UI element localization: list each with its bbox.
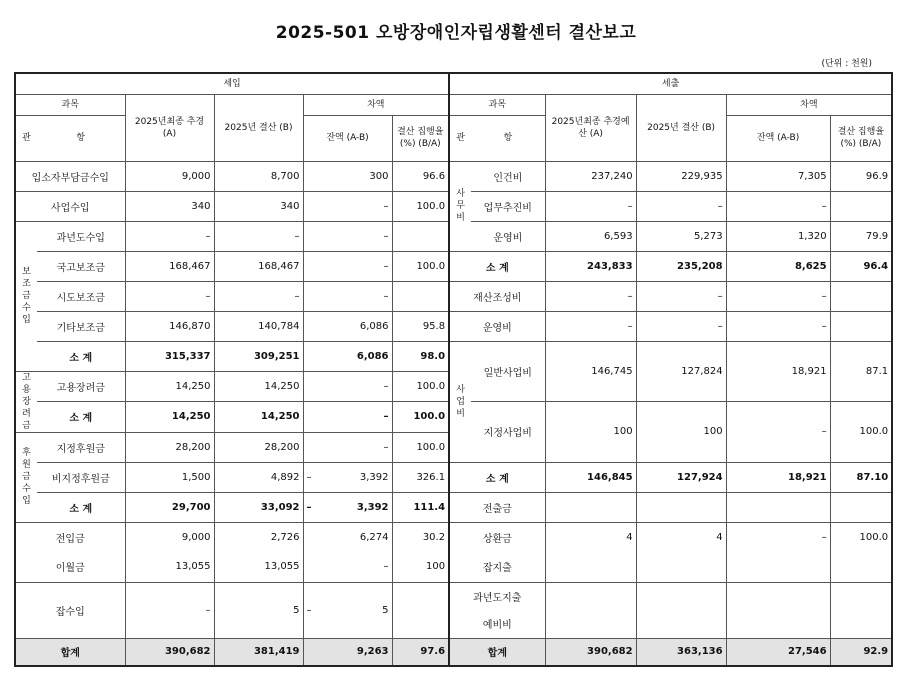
income-row-a: –	[125, 582, 214, 638]
expense-row-name: 운영비	[449, 311, 545, 341]
expense-row-name: 운영비	[471, 221, 545, 251]
income-row-a: 14,250	[125, 401, 214, 432]
income-row-a: 28,200	[125, 432, 214, 462]
expense-subtotal-label: 소 계	[449, 251, 545, 281]
income-row-b: –	[214, 281, 303, 311]
expense-row-name: 지정사업비	[471, 401, 545, 462]
income-row-b: 4,892	[214, 462, 303, 492]
income-row-diff: –	[303, 432, 392, 462]
income-row-diff: –	[303, 552, 392, 582]
income-total-rate: 97.6	[392, 638, 449, 666]
income-row-a: –	[125, 281, 214, 311]
expense-row-diff	[726, 492, 830, 522]
expense-row-b: 100	[636, 401, 726, 462]
settlement-table	[14, 72, 893, 667]
diff-value: 5	[382, 604, 389, 616]
expense-row-a	[545, 492, 636, 522]
income-row-name: 이월금	[15, 552, 125, 582]
expense-row-name: 일반사업비	[471, 341, 545, 401]
income-row-diff: –	[303, 191, 392, 221]
expense-row-a: 6,593	[545, 221, 636, 251]
income-row-diff: –	[303, 281, 392, 311]
expense-row-a: 237,240	[545, 161, 636, 191]
income-row-rate: 100.0	[392, 432, 449, 462]
income-row-name: 전입금	[15, 522, 125, 552]
expense-row-b	[636, 610, 726, 638]
income-row-diff: –	[303, 221, 392, 251]
income-row-rate: 100	[392, 552, 449, 582]
income-diff-header: 차액	[303, 94, 449, 115]
expense-row-diff	[726, 552, 830, 582]
expense-row-diff	[726, 582, 830, 610]
report-title: 2025-501 오방장애인자립생활센터 결산보고	[275, 23, 637, 43]
income-row-b: 2,726	[214, 522, 303, 552]
income-subject-header: 과목	[15, 94, 125, 115]
income-row-diff: –	[303, 371, 392, 401]
income-row-diff	[303, 582, 392, 638]
expense-total-b: 363,136	[636, 638, 726, 666]
saeop-group-label: 사 업 비	[449, 341, 471, 462]
expense-diff-amt-header: 잔액 (A-B)	[726, 115, 830, 161]
income-gwan-header: 관	[15, 115, 37, 161]
expense-row-rate	[830, 492, 892, 522]
expense-row-a: 146,845	[545, 462, 636, 492]
expense-row-b	[636, 552, 726, 582]
income-total-diff: 9,263	[303, 638, 392, 666]
income-row-b: 33,092	[214, 492, 303, 522]
income-row-rate: 100.0	[392, 191, 449, 221]
income-row-rate: 30.2	[392, 522, 449, 552]
expense-row-name: 예비비	[449, 610, 545, 638]
negative-sign: –	[306, 471, 312, 483]
expense-row-a	[545, 552, 636, 582]
income-row-rate	[392, 281, 449, 311]
expense-row-b: 4	[636, 522, 726, 552]
negative-sign: –	[306, 501, 312, 513]
income-row-rate: 100.0	[392, 401, 449, 432]
income-row-diff: 6,274	[303, 522, 392, 552]
income-row-diff: 6,086	[303, 341, 392, 371]
expense-row-b: 5,273	[636, 221, 726, 251]
expense-row-a	[545, 610, 636, 638]
income-row-name: 과년도수입	[37, 221, 125, 251]
income-row-diff	[303, 462, 392, 492]
income-row-b: 14,250	[214, 401, 303, 432]
expense-total-rate: 92.9	[830, 638, 892, 666]
expense-row-diff: –	[726, 401, 830, 462]
income-row-name: 지정후원금	[37, 432, 125, 462]
income-row-diff: 300	[303, 161, 392, 191]
income-row-diff: –	[303, 401, 392, 432]
income-row-a: 146,870	[125, 311, 214, 341]
expense-row-rate: 100.0	[830, 522, 892, 552]
income-row-a: 9,000	[125, 161, 214, 191]
income-row-diff	[303, 492, 392, 522]
expense-row-rate: 87.10	[830, 462, 892, 492]
income-total-b: 381,419	[214, 638, 303, 666]
income-row-a: 14,250	[125, 371, 214, 401]
income-diff-amt-header: 잔액 (A-B)	[303, 115, 392, 161]
expense-row-rate	[830, 552, 892, 582]
expense-row-name: 잡지출	[449, 552, 545, 582]
income-row-rate: 100.0	[392, 371, 449, 401]
boj-group-label: 보 조 금 수 입	[15, 221, 37, 371]
expense-header: 세출	[449, 73, 892, 94]
income-row-b: 340	[214, 191, 303, 221]
expense-row-rate	[830, 281, 892, 311]
income-row-rate	[392, 221, 449, 251]
expense-hang-header: 항	[471, 115, 545, 161]
expense-row-a: –	[545, 311, 636, 341]
income-row-b: 140,784	[214, 311, 303, 341]
expense-row-diff: 18,921	[726, 462, 830, 492]
income-subtotal-label: 소 계	[37, 401, 125, 432]
expense-row-rate: 79.9	[830, 221, 892, 251]
expense-row-rate	[830, 582, 892, 610]
income-row-rate: 100.0	[392, 251, 449, 281]
income-row-name: 비지정후원금	[37, 462, 125, 492]
expense-row-rate	[830, 311, 892, 341]
expense-row-a: 146,745	[545, 341, 636, 401]
income-rate-header: 결산 집행율(%) (B/A)	[392, 115, 449, 161]
expense-row-rate: 96.9	[830, 161, 892, 191]
expense-row-a: 4	[545, 522, 636, 552]
expense-row-rate: 87.1	[830, 341, 892, 401]
income-row-name: 국고보조금	[37, 251, 125, 281]
income-subtotal-label: 소 계	[37, 492, 125, 522]
unit-label: (단위 : 천원)	[821, 59, 872, 69]
income-row-rate	[392, 582, 449, 638]
expense-row-diff	[726, 610, 830, 638]
expense-row-b: 229,935	[636, 161, 726, 191]
income-col-b-header: 2025년 결산 (B)	[214, 94, 303, 161]
expense-row-b: –	[636, 311, 726, 341]
expense-row-diff: –	[726, 191, 830, 221]
income-row-a: 29,700	[125, 492, 214, 522]
huwon-group-label: 후 원 금 수 입	[15, 432, 37, 522]
income-subtotal-label: 소 계	[37, 341, 125, 371]
expense-row-diff: 8,625	[726, 251, 830, 281]
income-row-rate: 96.6	[392, 161, 449, 191]
expense-col-a-header: 2025년최종 추경예산 (A)	[545, 94, 636, 161]
income-row-rate: 95.8	[392, 311, 449, 341]
income-row-b: 5	[214, 582, 303, 638]
expense-row-diff: –	[726, 522, 830, 552]
expense-total-label: 합계	[449, 638, 545, 666]
diff-value: 3,392	[356, 501, 389, 513]
income-row-b: 168,467	[214, 251, 303, 281]
expense-col-b-header: 2025년 결산 (B)	[636, 94, 726, 161]
expense-row-b: 127,924	[636, 462, 726, 492]
goyong-group-label: 고용 장려 금	[15, 371, 37, 432]
expense-row-b: 235,208	[636, 251, 726, 281]
expense-row-diff: 1,320	[726, 221, 830, 251]
expense-row-name: 상환금	[449, 522, 545, 552]
expense-row-rate	[830, 610, 892, 638]
income-header: 세입	[15, 73, 449, 94]
income-row-b: 13,055	[214, 552, 303, 582]
income-row-name: 사업수입	[15, 191, 125, 221]
expense-row-a: 100	[545, 401, 636, 462]
expense-row-name: 업무추진비	[471, 191, 545, 221]
expense-subject-header: 과목	[449, 94, 545, 115]
expense-total-a: 390,682	[545, 638, 636, 666]
expense-row-name: 재산조성비	[449, 281, 545, 311]
negative-sign: –	[306, 604, 312, 616]
income-row-name: 시도보조금	[37, 281, 125, 311]
income-total-label: 합계	[15, 638, 125, 666]
income-row-rate: 326.1	[392, 462, 449, 492]
income-row-b: 309,251	[214, 341, 303, 371]
expense-row-diff: –	[726, 311, 830, 341]
income-row-name: 고용장려금	[37, 371, 125, 401]
income-row-b: 28,200	[214, 432, 303, 462]
income-row-rate: 98.0	[392, 341, 449, 371]
expense-row-name: 인건비	[471, 161, 545, 191]
expense-row-a	[545, 582, 636, 610]
expense-rate-header: 결산 집행율(%) (B/A)	[830, 115, 892, 161]
expense-row-a: –	[545, 281, 636, 311]
income-row-a: 13,055	[125, 552, 214, 582]
expense-row-diff: 7,305	[726, 161, 830, 191]
income-col-a-header: 2025년최종 추경(A)	[125, 94, 214, 161]
income-row-b: 14,250	[214, 371, 303, 401]
diff-value: 3,392	[359, 471, 389, 483]
income-row-b: –	[214, 221, 303, 251]
samu-group-label: 사 무 비	[449, 161, 471, 251]
income-row-a: 168,467	[125, 251, 214, 281]
expense-row-diff: –	[726, 281, 830, 311]
expense-row-rate: 100.0	[830, 401, 892, 462]
expense-gwan-header: 관	[449, 115, 471, 161]
income-row-a: 315,337	[125, 341, 214, 371]
income-total-a: 390,682	[125, 638, 214, 666]
income-hang-header: 항	[37, 115, 125, 161]
expense-row-rate	[830, 191, 892, 221]
income-row-name: 입소자부담금수입	[15, 161, 125, 191]
income-row-name: 기타보조금	[37, 311, 125, 341]
expense-row-b: 127,824	[636, 341, 726, 401]
expense-row-a: 243,833	[545, 251, 636, 281]
expense-row-a: –	[545, 191, 636, 221]
expense-row-b: –	[636, 281, 726, 311]
income-row-a: 340	[125, 191, 214, 221]
income-row-rate: 111.4	[392, 492, 449, 522]
income-row-a: 1,500	[125, 462, 214, 492]
expense-row-rate: 96.4	[830, 251, 892, 281]
expense-row-b	[636, 492, 726, 522]
expense-total-diff: 27,546	[726, 638, 830, 666]
expense-row-b	[636, 582, 726, 610]
expense-row-b: –	[636, 191, 726, 221]
income-row-name: 잡수입	[15, 582, 125, 638]
expense-row-name: 전출금	[449, 492, 545, 522]
income-row-diff: –	[303, 251, 392, 281]
expense-row-diff: 18,921	[726, 341, 830, 401]
income-row-diff: 6,086	[303, 311, 392, 341]
income-row-a: 9,000	[125, 522, 214, 552]
expense-subtotal-label: 소 계	[449, 462, 545, 492]
expense-diff-header: 차액	[726, 94, 892, 115]
expense-row-name: 과년도지출	[449, 582, 545, 610]
income-row-b: 8,700	[214, 161, 303, 191]
income-row-a: –	[125, 221, 214, 251]
